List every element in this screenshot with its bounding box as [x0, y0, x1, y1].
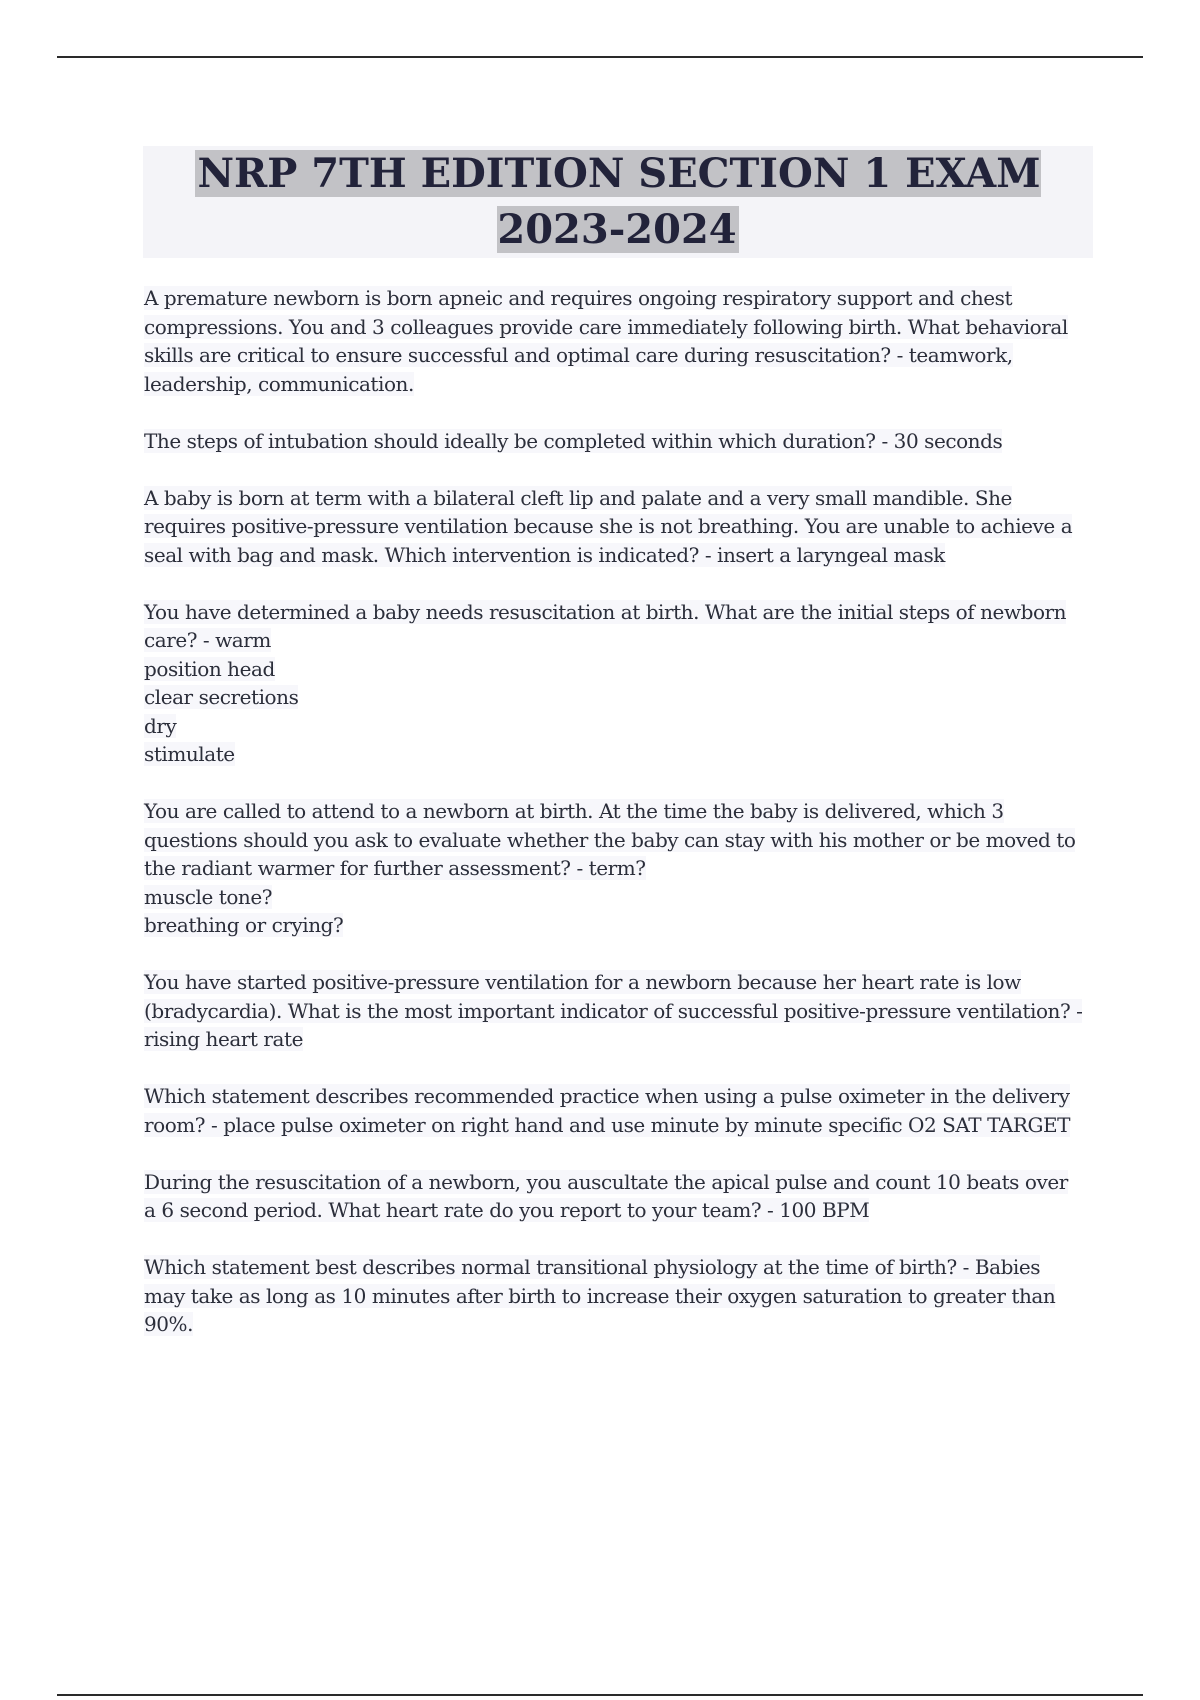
page-title [143, 146, 1093, 258]
question-text: During the resuscitation of a newborn, you auscultate the apical pulse and count 10 beats over a 6 second period. What heart rate do you report to your team? - 100 BPM [144, 1169, 1068, 1222]
page-title-text: NRP 7TH EDITION SECTION 1 EXAM 2023-2024 [197, 150, 1041, 253]
question-text: Which statement describes recommended practice when using a pulse oximeter in the delivery room? - place pulse oximeter on right hand and use minute by minute specific O2 SAT TARGET [144, 1084, 1071, 1137]
question-item [144, 284, 1084, 398]
question-text: You have determined a baby needs resuscitation at birth. What are the initial steps of newborn care? - warm position head clear secretions dry stimulate [144, 599, 1067, 766]
question-list [144, 284, 1084, 1367]
question-text: You have started positive-pressure ventilation for a newborn because her heart rate is low (bradycardia). What is the most important indicator of successful positive-pressure ventilation? - rising heart rate [144, 970, 1083, 1051]
question-item [144, 797, 1084, 940]
question-text: A premature newborn is born apneic and requires ongoing respiratory support and chest compressions. You and 3 colleagues provide care immediately following birth. What behavioral skills are critical to ensure successful and optimal care during resuscitation? - teamwork, leadership, communication. [144, 286, 1068, 396]
question-text: You are called to attend to a newborn at birth. At the time the baby is delivered, which 3 questions should you ask to evaluate whether the baby can stay with his mother or be moved to the radiant warmer for further assessment? - term? muscle tone? breathing or crying? [144, 799, 1076, 937]
top-rule [57, 56, 1143, 58]
question-item [144, 1082, 1084, 1139]
question-item [144, 968, 1084, 1054]
question-item [144, 598, 1084, 769]
question-item [144, 427, 1084, 456]
question-item [144, 1253, 1084, 1339]
question-text: Which statement best describes normal transitional physiology at the time of birth? - Babies may take as long as 10 minutes after birth to increase their oxygen saturation to greater than 90%. [144, 1255, 1056, 1336]
question-item [144, 484, 1084, 570]
question-text: A baby is born at term with a bilateral cleft lip and palate and a very small mandible. She requires positive-pressure ventilation because she is not breathing. You are unable to achieve a seal with bag and mask. Which intervention is indicated? - insert a laryngeal mask [144, 485, 1073, 567]
bottom-rule [57, 1694, 1143, 1696]
question-item [144, 1168, 1084, 1225]
question-text: The steps of intubation should ideally be completed within which duration? - 30 seconds [144, 428, 1003, 453]
